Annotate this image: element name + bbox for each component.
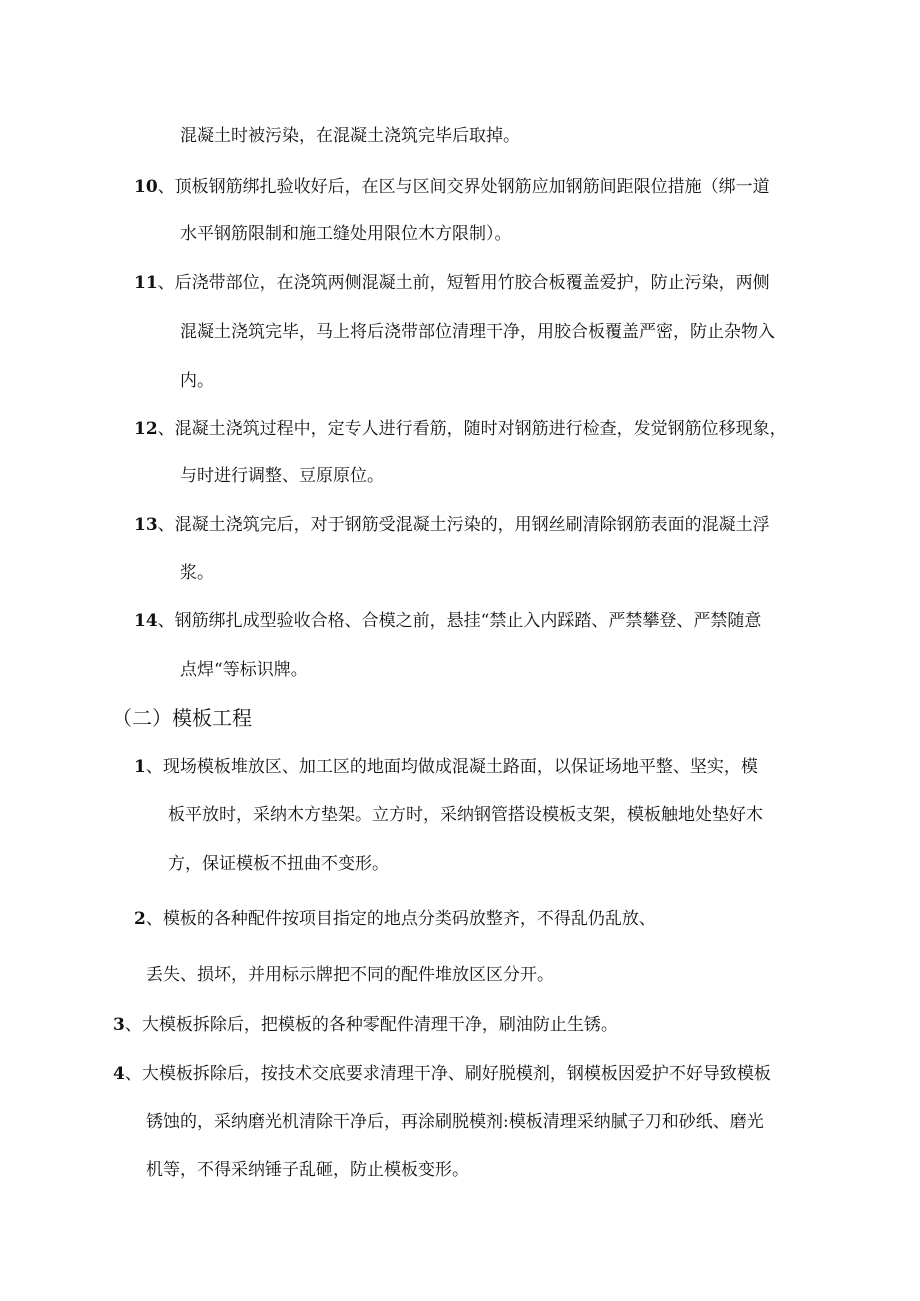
- item-text: 钢筋绑扎成型验收合格、合模之前，悬挂“禁止入内踩踏、严禁攀登、严禁随意: [174, 611, 762, 631]
- item-number: 3: [113, 1015, 125, 1035]
- item-number: 4: [113, 1064, 125, 1084]
- list-item-11-line-2: 混凝土浇筑完毕，马上将后浇带部位清理干净，用胶合板覆盖严密，防止杂物入: [180, 322, 775, 342]
- item-separator: 、: [145, 909, 163, 929]
- list-item-11-line-3: 内。: [180, 371, 214, 391]
- item-separator: 、: [157, 611, 175, 631]
- item-text: 混凝土浇筑过程中，定专人进行看筋，随时对钢筋进行检查，发觉钢筋位移现象，: [174, 419, 787, 439]
- item-text: 大模板拆除后，按技术交底要求清理干净、刷好脱模剂，钢模板因爱护不好导致模板: [141, 1064, 771, 1084]
- template-item-1-line-3: 方，保证模板不扭曲不变形。: [168, 854, 389, 874]
- item-text: 模板的各种配件按项目指定的地点分类码放整齐，不得乱仍乱放、: [162, 909, 656, 929]
- list-item-13-line-1: [134, 517, 770, 534]
- template-item-4-line-3: 机等，不得采纳锤子乱砸，防止模板变形。: [146, 1160, 469, 1180]
- item-separator: 、: [157, 419, 175, 439]
- section-heading: （二）模板工程: [112, 706, 252, 730]
- item-separator: 、: [157, 515, 175, 535]
- template-item-3-line-1: [113, 1017, 618, 1034]
- list-item-10-line-2: 水平钢筋限制和施工缝处用限位木方限制）。: [180, 224, 512, 244]
- item-number: 1: [134, 757, 146, 777]
- list-item-14-line-2: 点焊“等标识牌。: [180, 660, 308, 680]
- item-9-continuation: 混凝土时被污染，在混凝土浇筑完毕后取掉。: [180, 126, 520, 146]
- template-item-1-line-2: 板平放时，采纳木方垫架。立方时，采纳钢管搭设模板支架，模板触地处垫好木: [168, 805, 763, 825]
- item-number: 14: [134, 611, 158, 631]
- list-item-10-line-1: [134, 179, 770, 196]
- item-separator: 、: [124, 1015, 142, 1035]
- item-text: 混凝土浇筑完后，对于钢筋受混凝土污染的，用钢丝刷清除钢筋表面的混凝土浮: [174, 515, 770, 535]
- item-number: 13: [134, 515, 158, 535]
- list-item-12-line-2: 与时进行调整、豆原原位。: [180, 466, 384, 486]
- list-item-13-line-2: 浆。: [180, 563, 214, 583]
- item-separator: 、: [145, 757, 163, 777]
- item-number: 11: [134, 273, 158, 293]
- template-item-2-line-1: [134, 911, 656, 928]
- item-number: 10: [134, 177, 158, 197]
- list-item-12-line-1: [134, 421, 787, 438]
- item-separator: 、: [157, 177, 175, 197]
- item-number: 12: [134, 419, 158, 439]
- list-item-14-line-1: [134, 613, 761, 630]
- template-item-2-line-2: 丢失、损坏，并用标示牌把不同的配件堆放区区分开。: [146, 965, 554, 985]
- item-text: 大模板拆除后，把模板的各种零配件清理干净，刷油防止生锈。: [141, 1015, 618, 1035]
- template-item-4-line-1: [113, 1066, 771, 1083]
- item-separator: 、: [124, 1064, 142, 1084]
- item-text: 现场模板堆放区、加工区的地面均做成混凝土路面，以保证场地平整、坚实，模: [162, 757, 758, 777]
- template-item-4-line-2: 锈蚀的，采纳磨光机清除干净后，再涂刷脱模剂:模板清理采纳腻子刀和砂纸、磨光: [146, 1112, 764, 1132]
- list-item-11-line-1: [134, 275, 770, 292]
- template-item-1-line-1: [134, 759, 758, 776]
- item-separator: 、: [157, 273, 175, 293]
- item-text: 顶板钢筋绑扎验收好后，在区与区间交界处钢筋应加钢筋间距限位措施（绑一道: [174, 177, 770, 197]
- item-number: 2: [134, 909, 146, 929]
- item-text: 后浇带部位，在浇筑两侧混凝土前，短暂用竹胶合板覆盖爱护，防止污染，两侧: [174, 273, 770, 293]
